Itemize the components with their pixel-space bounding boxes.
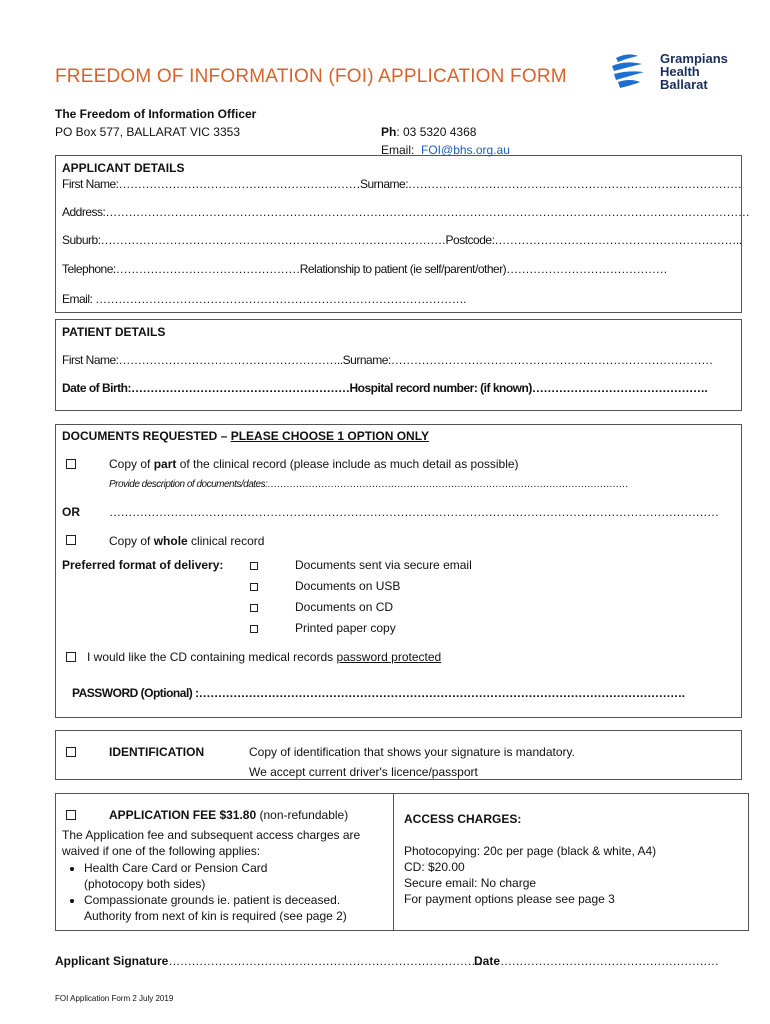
access-charge-line: Secure email: No charge <box>404 876 537 890</box>
cd-password-checkbox[interactable] <box>66 652 76 662</box>
form-title: FREEDOM OF INFORMATION (FOI) APPLICATION FORM <box>55 66 567 87</box>
documents-requested-section <box>55 424 742 718</box>
applicant-email-field[interactable]: Email: ……………………………………………………………………………………. <box>62 292 467 306</box>
identification-section <box>55 730 742 780</box>
patient-name-field[interactable]: First Name:…………………………………………………..Surname:………………………………………………………………………… <box>62 353 713 367</box>
applicant-name-field[interactable]: First Name:………………………………………………………Surname:…………………………………………………………………………… <box>62 177 742 191</box>
signature-label: Applicant Signature <box>55 954 169 968</box>
date-field[interactable]: ………………………………………………… <box>500 954 719 968</box>
email-label: Email: <box>381 143 415 157</box>
whole-record-checkbox[interactable] <box>66 535 76 545</box>
patient-heading: PATIENT DETAILS <box>62 325 166 339</box>
delivery-usb-checkbox[interactable] <box>250 583 258 591</box>
cd-password-label: I would like the CD containing medical records password protected <box>87 650 442 664</box>
phone-value: : 03 5320 4368 <box>396 125 477 139</box>
officer-heading: The Freedom of Information Officer <box>55 107 257 121</box>
delivery-paper-checkbox[interactable] <box>250 625 258 633</box>
access-charge-line: CD: $20.00 <box>404 860 465 874</box>
applicant-telephone-field[interactable]: Telephone:…………………………………………Relationship to patient (ie self/parent/other)…………………………………… <box>62 262 668 276</box>
documents-heading-prefix: DOCUMENTS REQUESTED – <box>62 429 231 443</box>
fee-waiver-text-1: The Application fee and subsequent access charges are <box>62 828 361 842</box>
logo-line-1: Grampians <box>660 51 728 66</box>
application-fee-checkbox[interactable] <box>66 810 76 820</box>
applicant-details-section <box>55 155 750 313</box>
access-charges-heading: ACCESS CHARGES: <box>404 812 522 826</box>
delivery-cd-label: Documents on CD <box>295 600 394 614</box>
date-line <box>474 954 719 968</box>
access-charge-line: Photocopying: 20c per page (black & white, A4) <box>404 844 657 858</box>
postal-address: PO Box 577, BALLARAT VIC 3353 <box>55 125 240 139</box>
list-item: • Health Care Card or Pension Card (photocopy both sides) <box>84 860 392 892</box>
email-link[interactable]: FOI@bhs.org.au <box>421 143 510 157</box>
access-charges-section <box>393 793 749 931</box>
delivery-cd-checkbox[interactable] <box>250 604 258 612</box>
organization-logo <box>608 50 758 95</box>
phone-label: Ph <box>381 125 397 139</box>
or-label: OR <box>62 505 80 519</box>
documents-heading-emph: PLEASE CHOOSE 1 OPTION ONLY <box>230 429 429 443</box>
part-record-label: Copy of part of the clinical record (please include as much detail as possible) <box>109 457 519 471</box>
signature-line <box>55 954 482 968</box>
or-description-field[interactable]: …………………………………………………………………………………………………………………………………………… <box>109 505 719 519</box>
delivery-paper-label: Printed paper copy <box>295 621 396 635</box>
signature-field[interactable]: ………………………………………………………………………. <box>168 954 482 968</box>
identification-line-2: We accept current driver's licence/passport <box>249 765 478 779</box>
password-field[interactable]: PASSWORD (Optional) :………………………………………………………………………………………………………………. <box>72 686 685 700</box>
logo-line-3: Ballarat <box>660 77 708 92</box>
documents-heading <box>62 429 429 443</box>
fee-waiver-list <box>62 860 392 924</box>
grampians-health-logo-icon <box>608 50 652 92</box>
identification-checkbox[interactable] <box>66 747 76 757</box>
identification-label: IDENTIFICATION <box>109 745 205 759</box>
applicant-suburb-field[interactable]: Suburb:………………………………………………………………………………Postcode:……………………………………………………….. <box>62 233 742 247</box>
form-footer: FOI Application Form 2 July 2019 <box>55 994 174 1003</box>
access-charge-line: For payment options please see page 3 <box>404 892 615 906</box>
document-description-field[interactable]: Provide description of documents/dates:…………………………………………………………………………………………………… <box>109 479 629 490</box>
applicant-address-field[interactable]: Address:…………………………………………………………………………………………………………………………………………………… <box>62 205 750 219</box>
fee-section <box>55 793 394 931</box>
delivery-email-label: Documents sent via secure email <box>295 558 472 572</box>
patient-details-section <box>55 319 742 411</box>
patient-dob-field[interactable]: Date of Birth:…………………………………………………Hospital record number: (if known)………………………………………. <box>62 381 708 395</box>
application-fee-label: APPLICATION FEE $31.80 (non-refundable) <box>109 808 349 822</box>
delivery-email-checkbox[interactable] <box>250 562 258 570</box>
identification-line-1: Copy of identification that shows your signature is mandatory. <box>249 745 575 759</box>
whole-record-label: Copy of whole clinical record <box>109 534 265 548</box>
fee-waiver-text-2: waived if one of the following applies: <box>62 844 261 858</box>
delivery-format-label: Preferred format of delivery: <box>62 558 224 572</box>
part-record-checkbox[interactable] <box>66 459 76 469</box>
list-item: • Compassionate grounds ie. patient is deceased. Authority from next of kin is required (see page 2) <box>84 892 392 924</box>
phone-line <box>381 125 476 139</box>
logo-line-2: Health <box>660 64 700 79</box>
date-label: Date <box>474 954 501 968</box>
delivery-usb-label: Documents on USB <box>295 579 401 593</box>
applicant-heading: APPLICANT DETAILS <box>62 161 185 175</box>
